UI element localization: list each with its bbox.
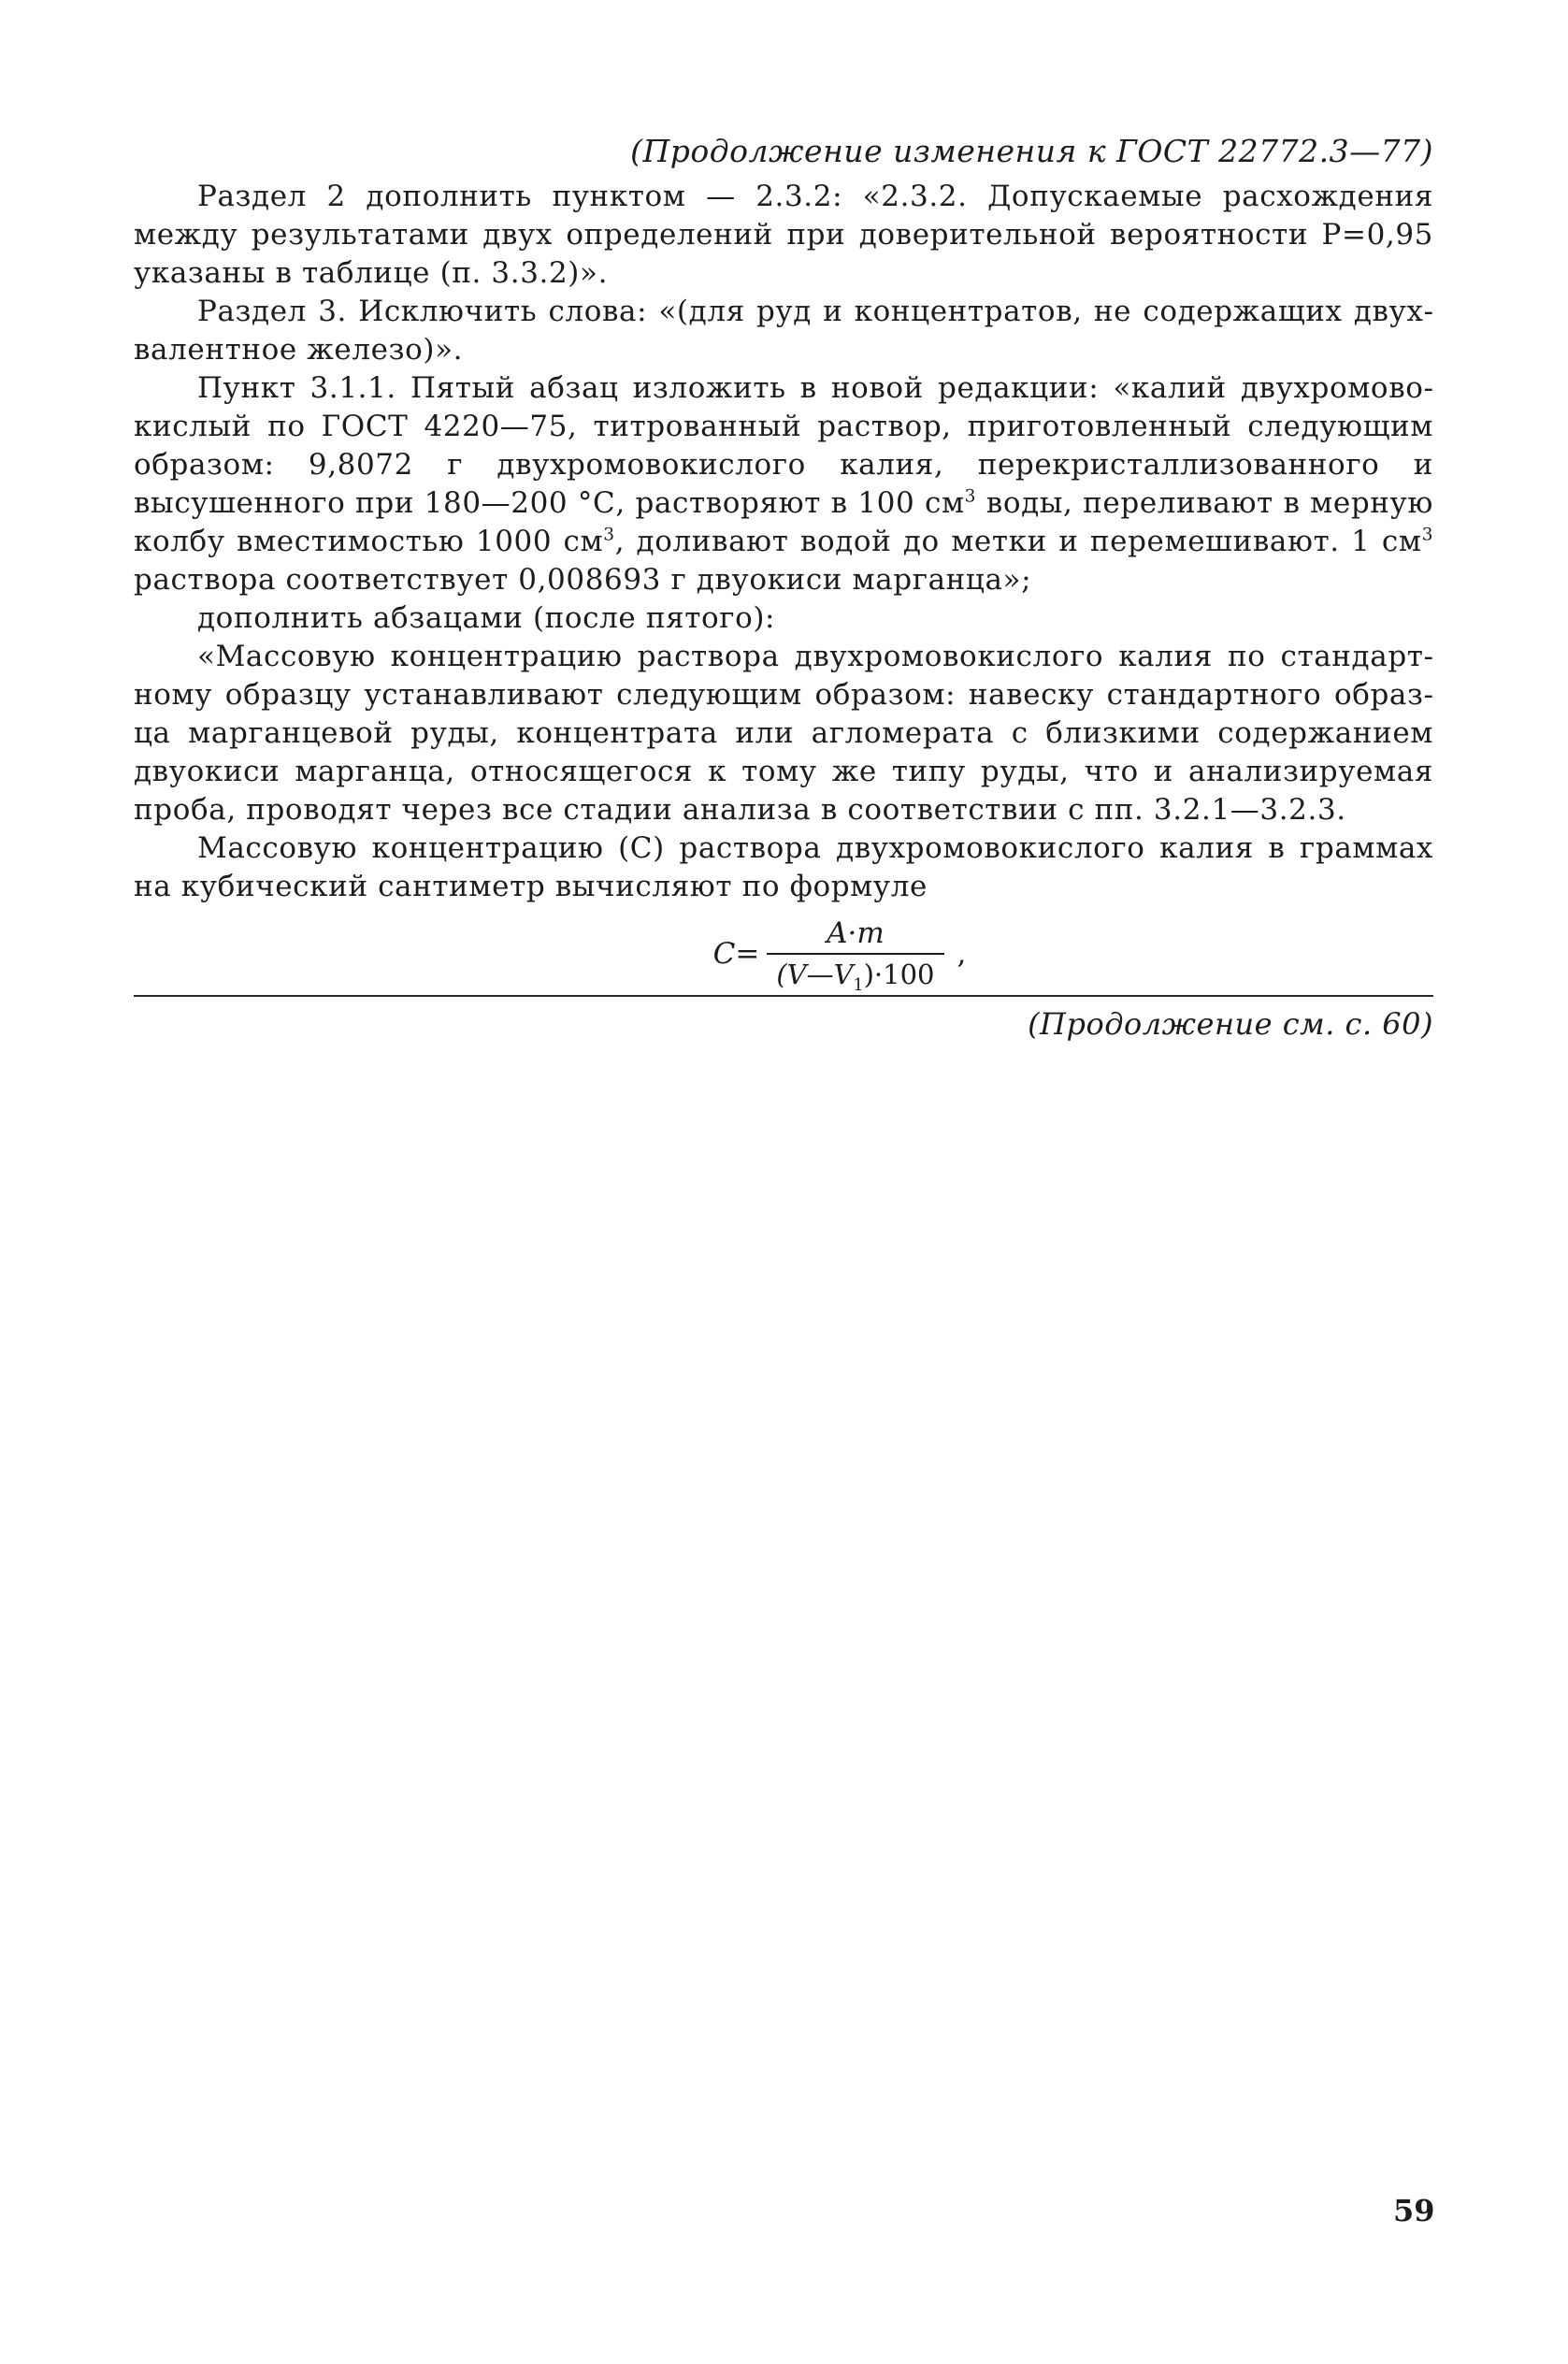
formula-fraction xyxy=(767,915,943,995)
paragraph-section-2: Раздел 2 дополнить пунктом — 2.3.2: «2.3.2. Допускаемые расхождения между результатами двух определений при доверительной вероятности P=0,95 указаны в таблице (п. 3.3.2)». xyxy=(134,180,1433,290)
superscript: 3 xyxy=(603,525,615,545)
paragraph-text: Пункт 3.1.1. Пятый абзац изложить в новой редакции: «калий двухромовокислый по ГОСТ 4220—75, титрованный раствор, приготовленный следующим образом: 9,8072 г двухромовокислого калия, перекристаллизованного и высушенного при 180—200 °С, растворяют в 100 см xyxy=(134,371,1433,520)
paragraph-item-3-1-1 xyxy=(134,369,1433,599)
superscript: 3 xyxy=(964,486,977,507)
superscript: 3 xyxy=(1421,525,1433,545)
paragraph-text: воды, переливают в мерную колбу вместимостью 1000 см xyxy=(134,486,1433,558)
continuation-note: (Продолжение см. с. 60) xyxy=(1028,1006,1433,1042)
formula-numerator: A·m xyxy=(827,916,885,950)
formula-lhs: C= xyxy=(712,937,760,971)
formula-denominator-open: (V—V xyxy=(776,959,854,990)
horizontal-rule xyxy=(134,995,1433,997)
formula-trailing: , xyxy=(957,937,967,971)
paragraph-supplement: дополнить абзацами (после пятого): xyxy=(197,601,776,635)
running-head: (Продолжение изменения к ГОСТ 22772.3—77) xyxy=(630,133,1433,169)
paragraph-text: раствора соответствует 0,008693 г двуокиси марганца»; xyxy=(134,563,1032,597)
page-number: 59 xyxy=(1393,2193,1435,2228)
formula-denominator xyxy=(767,953,943,995)
paragraph-formula-intro: Массовую концентрацию (C) раствора двухромовокислого калия в граммах на кубический сантиметр вычисляют по формуле xyxy=(134,831,1433,903)
paragraph-text: , доливают водой до метки и перемешивают. 1 см xyxy=(614,525,1422,558)
document-page xyxy=(134,131,1433,1045)
paragraph-mass-concentration-method: «Массовую концентрацию раствора двухромовокислого калия по стандартному образцу устанавливают следующим образом: навеску стандартного образца марганцевой руды, концентрата или агломерата с близкими содержанием двуокиси марганца, относящегося к тому же типу руды, что и анализируемая проба, проводят через все стадии анализа в соответствии с пп. 3.2.1—3.2.3. xyxy=(134,640,1433,827)
paragraph-section-3: Раздел 3. Исключить слова: «(для руд и концентратов, не содержащих двухвалентное железо)». xyxy=(134,295,1433,367)
formula-denominator-sub: 1 xyxy=(853,975,864,995)
formula-denominator-close: )·100 xyxy=(863,959,935,990)
formula xyxy=(134,915,1433,995)
